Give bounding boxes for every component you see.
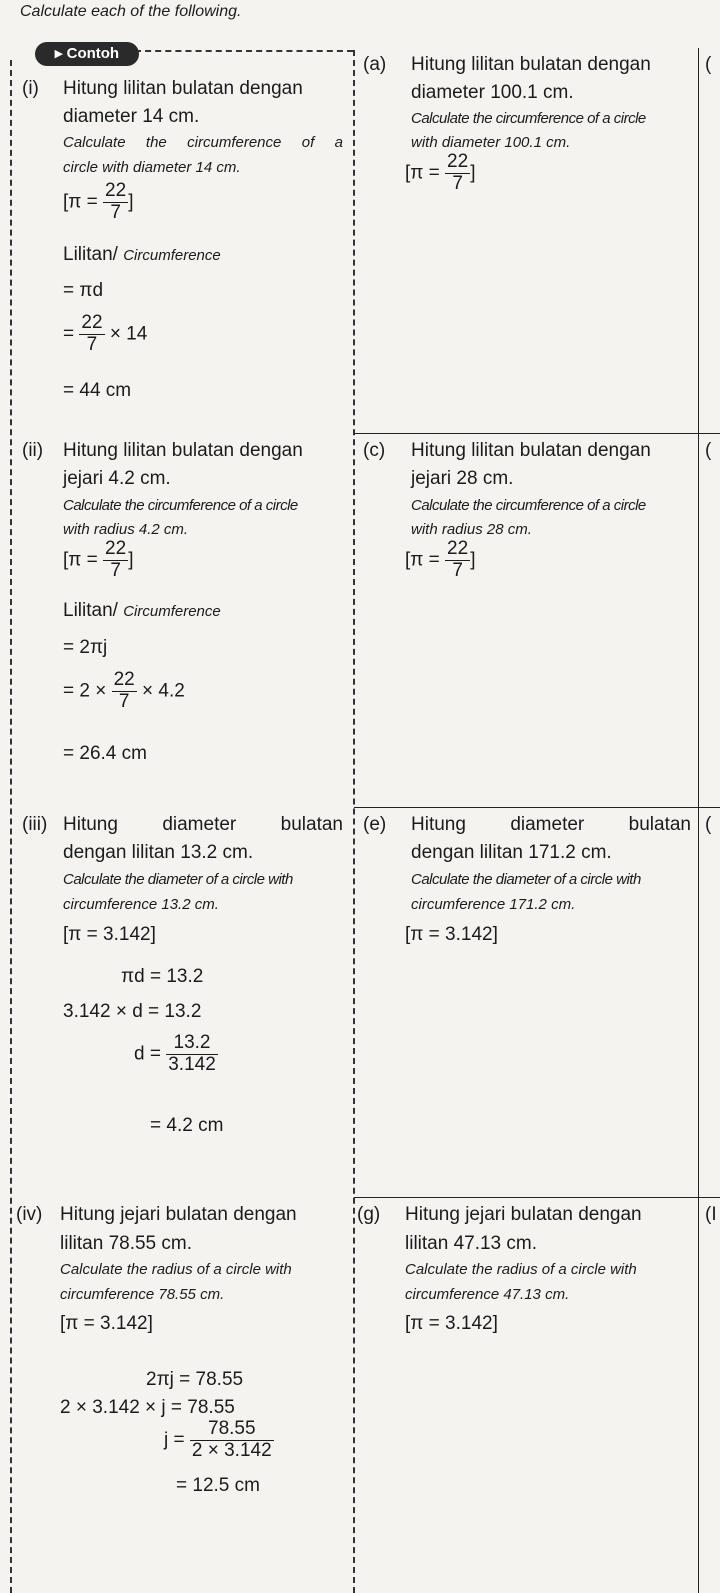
example-ii-heading (63, 600, 221, 622)
pi-prefix: [π = (405, 549, 440, 571)
example-i-step1: = πd (63, 280, 104, 301)
pi-numerator: 22 (447, 151, 469, 172)
example-iv-result: = 12.5 cm (176, 1475, 260, 1496)
question-a-ms-line1: Hitung lilitan bulatan dengan (411, 54, 651, 75)
question-e-ms-line2: dengan lilitan 171.2 cm. (411, 842, 612, 863)
example-i-heading (63, 244, 221, 266)
example-ii-pi (63, 539, 133, 582)
grid-divider-1 (354, 433, 720, 434)
word-3: bulatan (280, 814, 343, 835)
example-iii-number: (iii) (22, 814, 48, 835)
example-iv-ms-line2: lilitan 78.55 cm. (60, 1233, 193, 1254)
example-i-en-line2: circle with diameter 14 cm. (63, 159, 241, 176)
question-a-number: (a) (363, 54, 387, 75)
pi-fraction (103, 539, 128, 582)
pi-prefix: [π = (63, 549, 98, 571)
example-iv-number: (iv) (16, 1204, 43, 1225)
instruction: Calculate each of the following. (20, 3, 242, 20)
pi-prefix: [π = (63, 191, 98, 213)
question-c-en-line2: with radius 28 cm. (411, 521, 532, 538)
pi-numerator: 22 (105, 180, 127, 201)
pi-denominator: 7 (452, 172, 463, 194)
pi-fraction (445, 539, 470, 582)
example-iv-step1: 2πj = 78.55 (146, 1369, 244, 1390)
example-frame-top (135, 50, 353, 52)
step2-denominator: 7 (86, 333, 98, 355)
question-e-pi: [π = 3.142] (405, 924, 498, 945)
step3-prefix: j = (164, 1429, 185, 1451)
example-i-number: (i) (22, 78, 39, 99)
example-ii-step1: = 2πj (63, 637, 108, 658)
heading-en: Circumference (123, 247, 221, 264)
example-iii-pi: [π = 3.142] (63, 924, 156, 945)
heading-ms: Lilitan/ (63, 244, 118, 265)
play-triangle-icon: ▸ (54, 45, 63, 62)
word-1: Hitung (63, 814, 118, 835)
question-e-ms-line1 (411, 814, 691, 836)
example-i-en-line1: Calculate the circumference of a (63, 134, 343, 151)
example-i-ms-line2: diameter 14 cm. (63, 106, 200, 127)
step2-numerator: 22 (81, 312, 103, 333)
question-a-edge-mark: ( (705, 54, 712, 75)
example-iii-en-line1: Calculate the diameter of a circle with (63, 871, 293, 888)
word-1: Hitung (411, 814, 466, 835)
pi-numerator: 22 (105, 538, 127, 559)
example-badge (35, 42, 139, 66)
example-iv-step2: 2 × 3.142 × j = 78.55 (60, 1397, 235, 1418)
question-g-ms-line2: lilitan 47.13 cm. (405, 1233, 538, 1254)
question-a-pi (405, 152, 475, 195)
question-c-ms-line2: jejari 28 cm. (411, 468, 514, 489)
question-g-number: (g) (357, 1204, 381, 1225)
pi-suffix: ] (470, 549, 476, 571)
question-c-en-line1: Calculate the circumference of a circle (411, 497, 646, 514)
pi-denominator: 7 (110, 559, 121, 581)
example-badge-label: Contoh (66, 45, 120, 62)
step3-numerator: 78.55 (190, 1419, 274, 1441)
heading-ms: Lilitan/ (63, 600, 118, 621)
example-iv-en-line1: Calculate the radius of a circle with (60, 1261, 292, 1278)
step2-suffix: × 14 (109, 323, 148, 345)
example-iv-ms-line1: Hitung jejari bulatan dengan (60, 1204, 297, 1225)
example-iv-step3 (164, 1419, 274, 1462)
example-iii-step2: 3.142 × d = 13.2 (63, 1001, 202, 1022)
example-iii-ms-line2: dengan lilitan 13.2 cm. (63, 842, 254, 863)
step3-prefix: d = (134, 1043, 161, 1065)
example-ii-ms-line2: jejari 4.2 cm. (63, 468, 171, 489)
grid-right-line (698, 48, 699, 1593)
question-e-en-line2: circumference 171.2 cm. (411, 896, 576, 913)
example-ii-number: (ii) (22, 440, 44, 461)
word-2: diameter (162, 814, 237, 835)
step2-denominator: 7 (118, 690, 130, 712)
pi-suffix: ] (470, 162, 476, 184)
question-g-pi: [π = 3.142] (405, 1313, 498, 1334)
question-a-en-line1: Calculate the circumference of a circle (411, 110, 646, 127)
step3-denominator: 3.142 (168, 1053, 216, 1075)
pi-fraction (103, 181, 128, 224)
example-iv-en-line2: circumference 78.55 cm. (60, 1286, 225, 1303)
pi-suffix: ] (128, 191, 134, 213)
question-c-ms-line1: Hitung lilitan bulatan dengan (411, 440, 651, 461)
example-iii-step1: πd = 13.2 (121, 966, 204, 987)
question-g-ms-line1: Hitung jejari bulatan dengan (405, 1204, 642, 1225)
word-3: bulatan (628, 814, 691, 835)
grid-divider-3 (354, 1197, 720, 1198)
question-e-number: (e) (363, 814, 387, 835)
example-iv-pi: [π = 3.142] (60, 1313, 153, 1334)
step3-fraction (166, 1033, 218, 1076)
example-i-ms-line1: Hitung lilitan bulatan dengan (63, 78, 303, 99)
step2-prefix: = 2 × (63, 680, 107, 702)
word-2: diameter (510, 814, 585, 835)
question-c-edge-mark: ( (705, 440, 712, 461)
question-c-number: (c) (363, 440, 386, 461)
example-iii-step3 (134, 1033, 218, 1076)
question-g-en-line1: Calculate the radius of a circle with (405, 1261, 637, 1278)
step2-prefix: = (63, 323, 75, 345)
step2-fraction (112, 670, 137, 713)
example-ii-en-line1: Calculate the circumference of a circle (63, 497, 298, 514)
question-e-edge-mark: ( (705, 814, 712, 835)
pi-denominator: 7 (452, 559, 463, 581)
example-frame-right (353, 50, 355, 1593)
question-c-pi (405, 539, 475, 582)
question-a-ms-line2: diameter 100.1 cm. (411, 82, 574, 103)
grid-divider-2 (354, 807, 720, 808)
pi-prefix: [π = (405, 162, 440, 184)
example-iii-result: = 4.2 cm (150, 1115, 224, 1136)
heading-en: Circumference (123, 603, 221, 620)
question-a-en-line2: with diameter 100.1 cm. (411, 134, 571, 151)
question-g-en-line2: circumference 47.13 cm. (405, 1286, 570, 1303)
example-ii-result: = 26.4 cm (63, 743, 147, 764)
pi-denominator: 7 (110, 201, 121, 223)
pi-fraction (445, 152, 470, 195)
example-frame-left (10, 60, 12, 1593)
example-ii-en-line2: with radius 4.2 cm. (63, 521, 189, 538)
step3-fraction (190, 1419, 274, 1462)
step2-suffix: × 4.2 (142, 680, 185, 702)
step2-numerator: 22 (113, 669, 135, 690)
example-iii-en-line2: circumference 13.2 cm. (63, 896, 219, 913)
example-ii-ms-line1: Hitung lilitan bulatan dengan (63, 440, 303, 461)
example-i-step2 (63, 313, 147, 356)
step3-numerator: 13.2 (166, 1033, 218, 1055)
step3-denominator: 2 × 3.142 (191, 1439, 272, 1461)
question-g-edge-mark: (I (705, 1204, 717, 1225)
example-iii-ms-line1 (63, 814, 343, 836)
pi-numerator: 22 (447, 538, 469, 559)
step2-fraction (79, 313, 104, 356)
example-i-result: = 44 cm (63, 380, 132, 401)
example-i-pi (63, 181, 133, 224)
question-e-en-line1: Calculate the diameter of a circle with (411, 871, 641, 888)
example-ii-step2 (63, 670, 185, 713)
pi-suffix: ] (128, 549, 134, 571)
